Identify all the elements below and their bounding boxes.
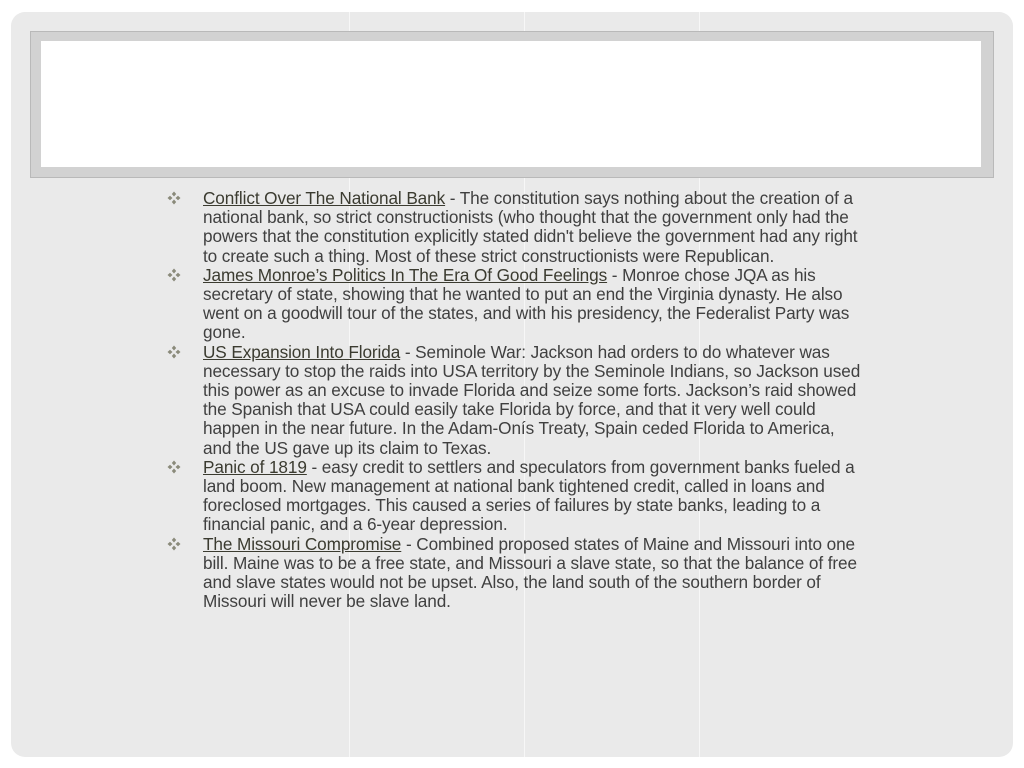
bullet-text: - easy credit to settlers and speculators from government banks fueled a land boom. New management at national bank tightened credit, called in loans and foreclosed mortgages. This caused a series of failures by state banks, leading to a financial panic, and a 6-year depression.	[203, 456, 855, 535]
topic-link[interactable]: US Expansion Into Florida	[203, 341, 401, 362]
bullet-item	[167, 343, 867, 458]
bullet-item	[167, 266, 867, 343]
bullet-item	[167, 458, 867, 535]
bullet-list	[167, 189, 867, 611]
title-frame	[30, 31, 994, 178]
topic-link[interactable]: Conflict Over The National Bank	[203, 188, 446, 208]
four-diamond-bullet-icon	[167, 537, 181, 551]
slide	[11, 12, 1013, 757]
topic-link[interactable]: The Missouri Compromise	[203, 533, 402, 554]
four-diamond-bullet-icon	[167, 268, 181, 282]
topic-link[interactable]: James Monroe’s Politics In The Era Of Good Feelings	[203, 264, 608, 285]
title-placeholder	[41, 41, 981, 167]
four-diamond-bullet-icon	[167, 191, 181, 205]
bullet-text: - Combined proposed states of Maine and Missouri into one bill. Maine was to be a free state, and Missouri a slave state, so that the balance of free and slave states would not be upset. Also, the land south of the southern border of Missouri will never be slave land.	[203, 533, 857, 612]
bullet-text: - Seminole War: Jackson had orders to do whatever was necessary to stop the raids into USA territory by the Seminole Indians, so Jackson used this power as an excuse to invade Florida and seize some forts. Jackson’s raid showed the Spanish that USA could easily take Florida by force, and that it very well could happen in the near future. In the Adam-Onís Treaty, Spain ceded Florida to America, and the US gave up its claim to Texas.	[203, 341, 861, 458]
four-diamond-bullet-icon	[167, 460, 181, 474]
bullet-text: - Monroe chose JQA as his secretary of state, showing that he wanted to put an end the Virginia dynasty. He also went on a goodwill tour of the states, and with his presidency, the Federalist Party was gone.	[203, 264, 850, 343]
bullet-item	[167, 189, 867, 266]
bullet-item	[167, 535, 867, 612]
four-diamond-bullet-icon	[167, 345, 181, 359]
bullet-text: - The constitution says nothing about the creation of a national bank, so strict constructionists (who thought that the government only had the powers that the constitution explicitly stated didn't believe the government had any right to create such a thing. Most of these strict constructionists were Republican.	[203, 188, 858, 266]
topic-link[interactable]: Panic of 1819	[203, 456, 307, 477]
